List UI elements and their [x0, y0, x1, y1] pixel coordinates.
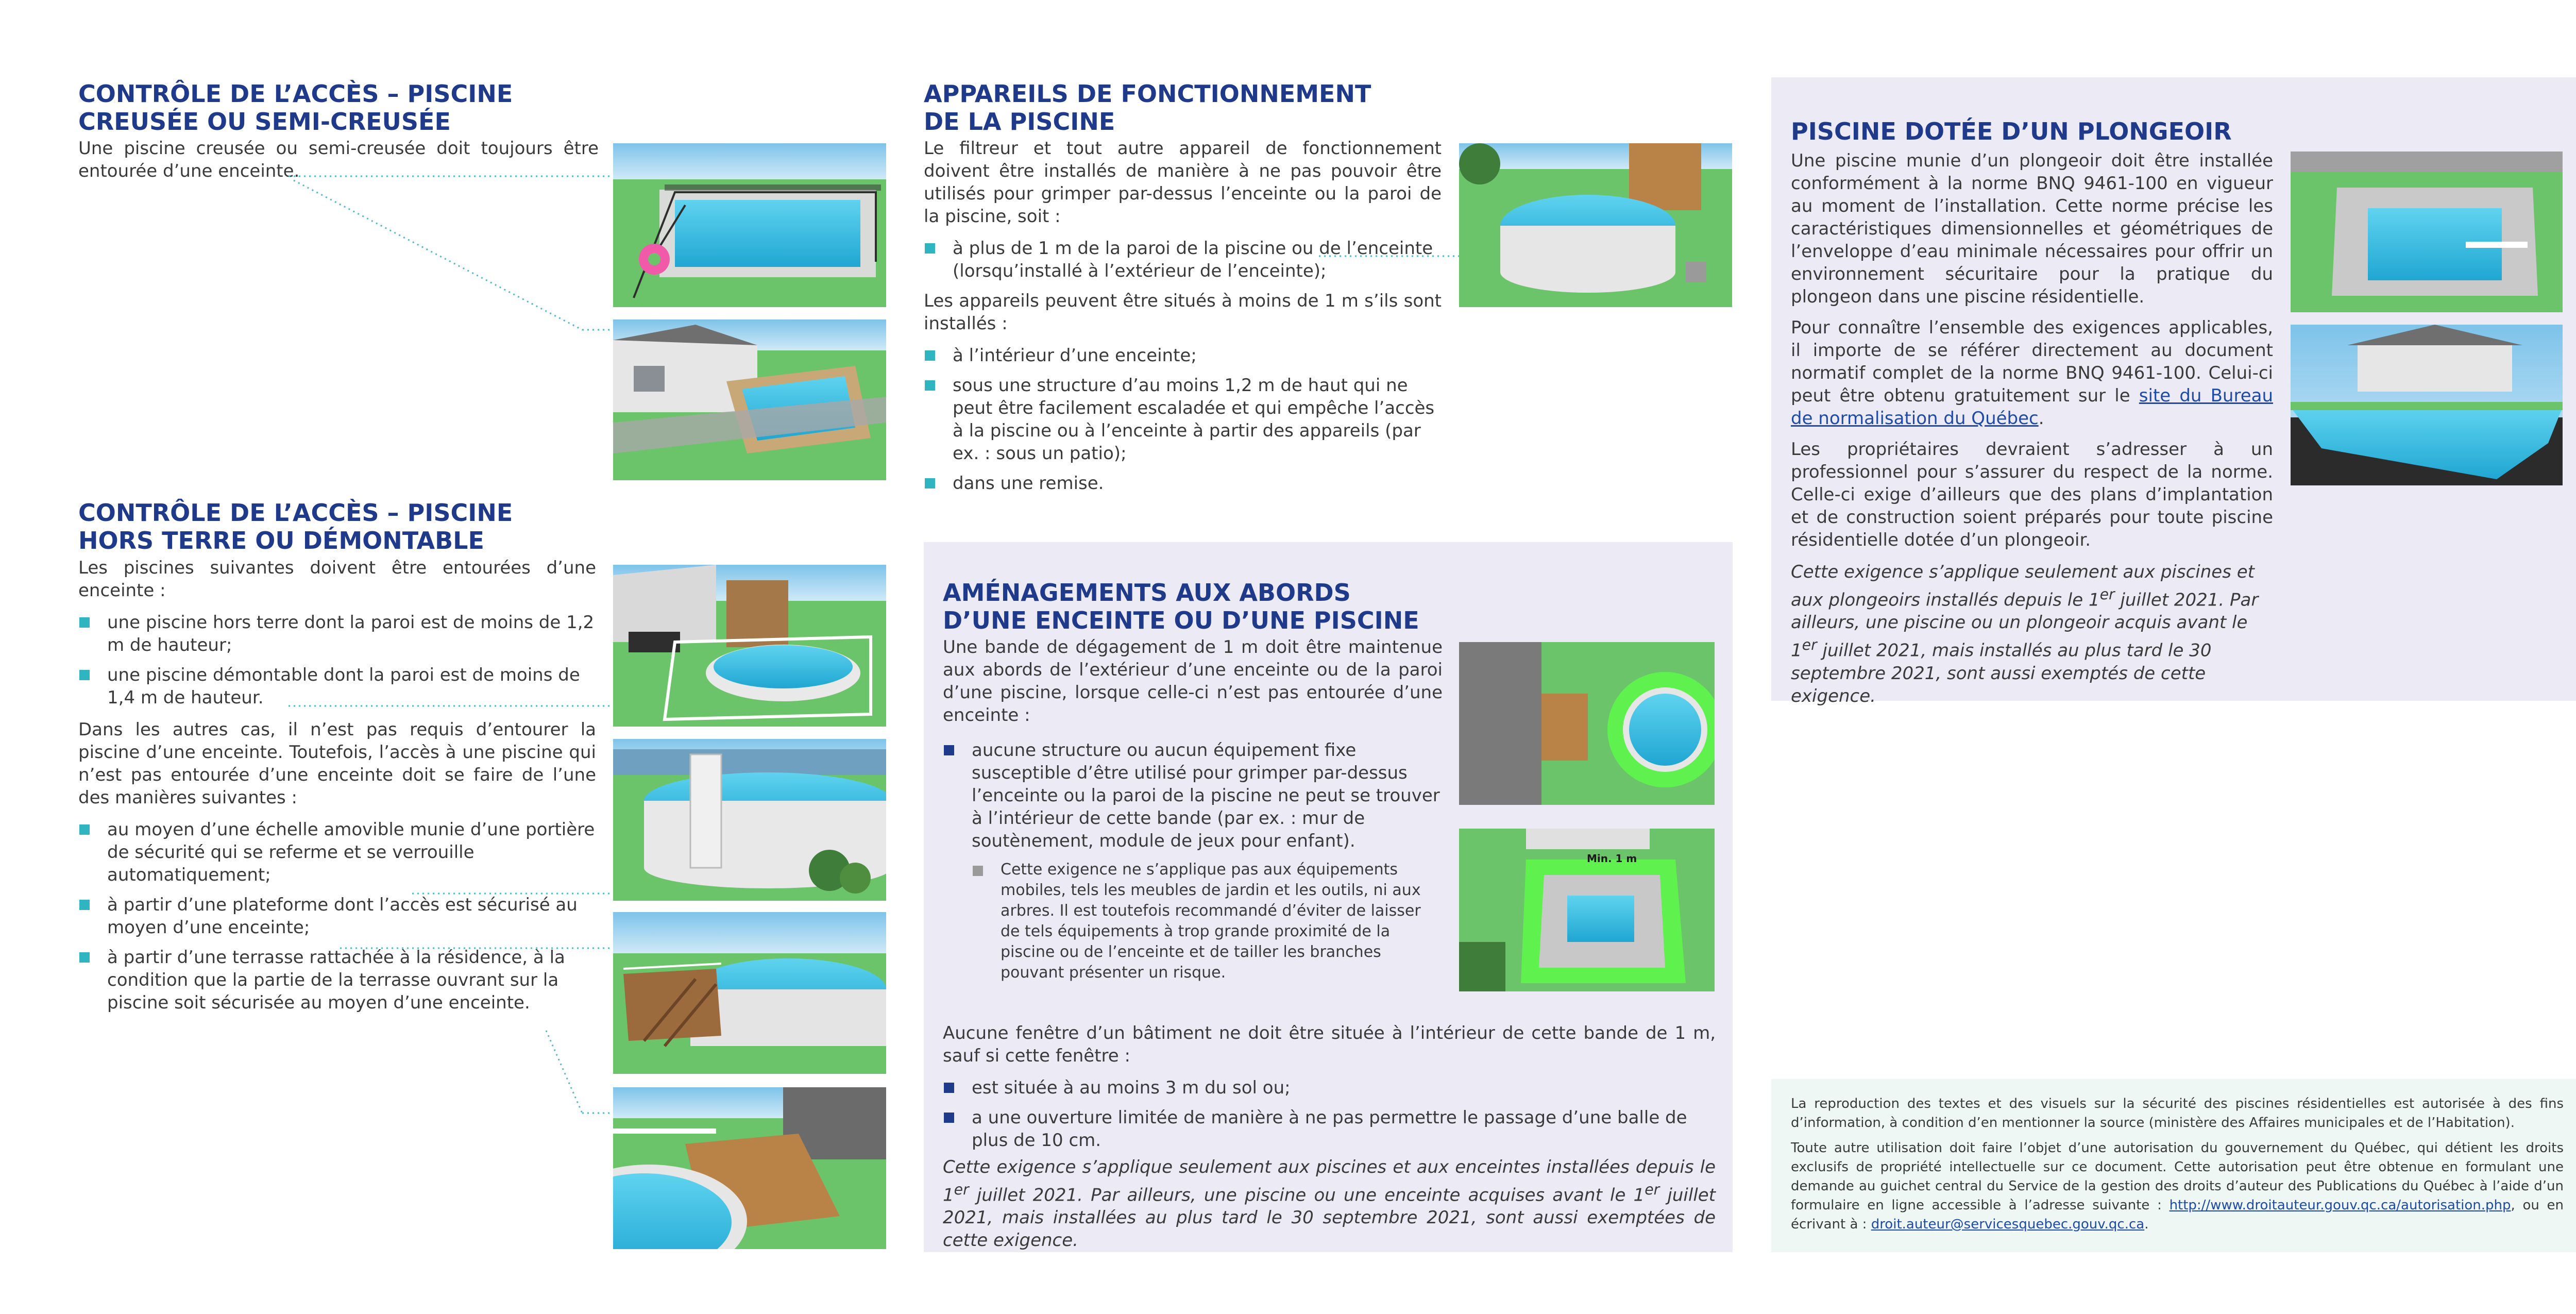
surroundings-note: Cette exigence s’applique seulement aux piscines et aux enceintes installées depuis le 1er juillet 2021. Par ailleurs, une piscine ou une enceinte acquises avant le 1er juillet 2021, mais installées au plus tard le 30 septembre 2021, sont aussi exemptées de cette exigence. [943, 1157, 1716, 1251]
surroundings-body [943, 636, 1443, 990]
list-item: une piscine démontable dont la paroi est de moins de 1,4 m de hauteur. [78, 664, 596, 709]
footer-p1: La reproduction des textes et des visuels sur la sécurité des piscines résidentielles est autorisée à des fins d’information, à condition d’en mentionner la source (ministère des Affaires municipales et de l’Habitation). [1791, 1096, 2564, 1131]
section-title-line2: D’UNE ENCEINTE OU D’UNE PISCINE [943, 607, 1419, 634]
equipment-list-2 [924, 344, 1442, 495]
section-title-line1: CONTRÔLE DE L’ACCÈS – PISCINE [78, 499, 513, 527]
section-title-line1: APPAREILS DE FONCTIONNEMENT [924, 80, 1371, 108]
clearance-strip-image [1459, 642, 1715, 805]
diving-board-p2: Pour connaître l’ensemble des exigences applicables, il importe de se référer directement au document normatif complet de la norme BNQ 9461-100. Celui-ci peut être obtenu gratuitement sur le site du Bureau de normalisation du Québec. [1791, 317, 2274, 429]
diving-board-body [1791, 149, 2273, 707]
diving-board-p3: Les propriétaires devraient s’adresser à un professionnel pour s’assurer du respect de la norme. Celle-ci exige d’ailleurs que des plans d’implantation et de construction soient préparés pour toute piscine résidentielle dotée d’un plongeoir. [1791, 439, 2273, 550]
surroundings-list [943, 739, 1443, 852]
surroundings-intro: Une bande de dégagement de 1 m doit être maintenue aux abords de l’extérieur d’une enceinte ou de la paroi d’une piscine, lorsque celle-ci n’est pas entourée d’une enceinte : [943, 637, 1443, 726]
diving-board-p1: Une piscine munie d’un plongeoir doit être installée conformément à la norme BNQ 9461-100 en vigueur au moment de l’installation. Cette norme précise les caractéristiques dimensionnelles et géométriques de l’enveloppe d’eau minimale nécessaires pour offrir un environnement sécuritaire pour la pratique du plongeon dans une piscine résidentielle. [1791, 150, 2273, 307]
list-item: aucune structure ou aucun équipement fixe susceptible d’être utilisé pour grimper par-dessus l’enceinte ou la paroi de la piscine ne peut se trouver à l’intérieur de cette bande (par ex. : mur de soutènement, module de jeux pour enfant). [943, 739, 1443, 852]
clearance-square-image [1459, 829, 1715, 991]
equipment-para: Les appareils peuvent être situés à moins de 1 m s’ils sont installés : [924, 291, 1442, 334]
list-item: à partir d’une terrasse rattachée à la résidence, à la condition que la partie de la terrasse ouvrant sur la piscine soit sécurisée au moyen d’une enceinte. [78, 946, 596, 1014]
section-surroundings [943, 579, 1458, 634]
window-intro: Aucune fenêtre d’un bâtiment ne doit être située à l’intérieur de cette bande de 1 m, sauf si cette fenêtre : [943, 1023, 1716, 1066]
pool-filter-image [1459, 143, 1732, 307]
equipment-body [924, 137, 1442, 502]
aboveground-intro: Les piscines suivantes doivent être entourées d’une enceinte : [78, 558, 596, 601]
list-item: est située à au moins 3 m du sol ou; [943, 1076, 1716, 1099]
diving-board-note: Cette exigence s’applique seulement aux piscines et aux plongeoirs installés depuis le 1er juillet 2021. Par ailleurs, une piscine ou un plongeoir acquis avant le 1er juillet 2021, mais installés au plus tard le 30 septembre 2021, sont aussi exemptés de cette exigence. [1791, 562, 2259, 706]
equipment-intro: Le filtreur et tout autre appareil de fonctionnement doivent être installés de manière à ne pas pouvoir être utilisés pour grimper par-dessus l’enceinte ou la paroi de la piscine, soit : [924, 138, 1442, 227]
list-item: a une ouverture limitée de manière à ne pas permettre le passage d’une balle de plus de 10 cm. [943, 1106, 1716, 1152]
min-distance-label: Min. 1 m [1587, 852, 1637, 865]
list-item: au moyen d’une échelle amovible munie d’une portière de sécurité qui se referme et se verrouille automatiquement; [78, 818, 596, 886]
section-title-line2: CREUSÉE OU SEMI-CREUSÉE [78, 108, 451, 136]
aboveground-para: Dans les autres cas, il n’est pas requis d’entourer la piscine d’une enceinte. Toutefois, l’accès à une piscine qui n’est pas entourée d’une enceinte doit se faire de l’une des manières suivantes : [78, 719, 596, 808]
list-item: à plus de 1 m de la paroi de la piscine ou de l’enceinte (lorsqu’installé à l’extérieur de l’enceinte); [924, 237, 1442, 282]
footer-p2: Toute autre utilisation doit faire l’objet d’une autorisation du gouvernement du Québec, qui détient les droits exclusifs de propriété intellectuelle sur ce document. Cette autorisation peut être obtenue en formulant une demande au guichet central du Service de la gestion des droits d’auteur des Publications du Québec à l’aide d’un formulaire en ligne accessible à l’adresse suivante : http://www.droitauteur.gouv.qc.ca/autorisation.php, ou en écrivant à : droit.auteur@servicesquebec.gouv.qc.ca. [1791, 1140, 2564, 1232]
window-rules [943, 1022, 1716, 1252]
diving-pool-section-image [2291, 325, 2563, 485]
list-item: à partir d’une plateforme dont l’accès est sécurisé au moyen d’une enceinte; [78, 894, 596, 939]
section-equipment [924, 80, 1439, 136]
section-title-line1: CONTRÔLE DE L’ACCÈS – PISCINE [78, 80, 513, 108]
list-item: dans une remise. [924, 472, 1442, 495]
email-link[interactable]: droit.auteur@servicesquebec.gouv.qc.ca [1871, 1217, 2145, 1232]
bnq-link[interactable]: site du Bureau de normalisation du Québec [1791, 385, 2274, 429]
authorization-link[interactable]: http://www.droitauteur.gouv.qc.ca/autorisation.php [2169, 1198, 2511, 1213]
diving-pool-top-image [2291, 151, 2563, 312]
surroundings-sublist [943, 860, 1443, 983]
section-title-line1: AMÉNAGEMENTS AUX ABORDS [943, 579, 1351, 607]
list-item: sous une structure d’au moins 1,2 m de haut qui ne peut être facilement escaladée et qui empêche l’accès à la piscine ou à l’enceinte à partir des appareils (par ex. : sous un patio); [924, 374, 1442, 465]
list-item: une piscine hors terre dont la paroi est de moins de 1,2 m de hauteur; [78, 611, 596, 656]
window-list [943, 1076, 1716, 1152]
list-item: Cette exigence ne s’applique pas aux équipements mobiles, tels les meubles de jardin et les outils, ni aux arbres. Il est toutefois recommandé d’éviter de laisser de tels équipements à trop grande proximité de la piscine ou de l’enceinte et de tailler les branches pouvant présenter un risque. [972, 860, 1443, 983]
diving-board-title: PISCINE DOTÉE D’UN PLONGEOIR [1791, 117, 2232, 145]
list-item: à l’intérieur d’une enceinte; [924, 344, 1442, 367]
section-title-line2: DE LA PISCINE [924, 108, 1115, 136]
equipment-list [924, 237, 1442, 282]
inground-text: Une piscine creusée ou semi-creusée doit toujours être entourée d’une enceinte. [78, 138, 599, 181]
section-title-line2: HORS TERRE OU DÉMONTABLE [78, 527, 484, 554]
footer-text [1791, 1094, 2564, 1234]
